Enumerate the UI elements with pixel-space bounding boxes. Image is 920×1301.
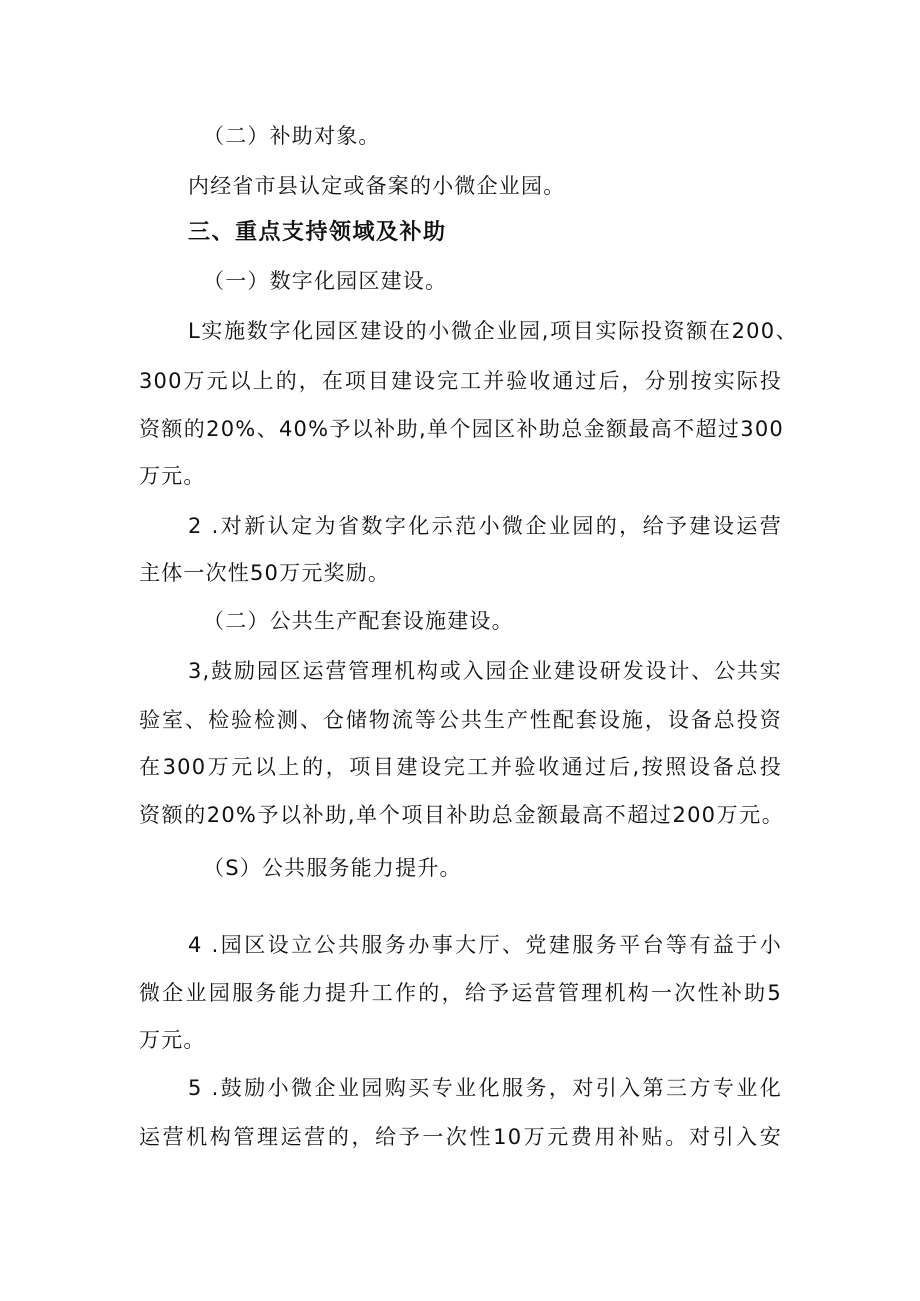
paragraph-line: 5 .鼓励小微企业园购买专业化服务，对引入第三方专业化	[188, 1076, 782, 1100]
paragraph-line: 300万元以上的，在项目建设完工并验收通过后，分别按实际投	[139, 369, 782, 393]
paragraph-line: 内经省市县认定或备案的小微企业园。	[188, 174, 566, 198]
subheading-subsidy-target: （二）补助对象。	[203, 124, 381, 148]
paragraph-line: 在300万元以上的，项目建设完工并验收通过后,按照设备总投	[139, 755, 782, 779]
paragraph-line: 资额的20%予以补助,单个项目补助总金额最高不超过200万元。	[139, 803, 784, 827]
paragraph-line: 万元。	[139, 1028, 206, 1052]
subheading-public-service: （S）公共服务能力提升。	[203, 856, 462, 880]
paragraph-line: 验室、检验检测、仓储物流等公共生产性配套设施，设备总投资	[139, 708, 782, 732]
paragraph-line: 3,鼓励园区运营管理机构或入园企业建设研发设计、公共实	[188, 659, 782, 683]
paragraph-line: L实施数字化园区建设的小微企业园,项目实际投资额在200、	[188, 319, 798, 343]
paragraph-line: 运营机构管理运营的，给予一次性10万元费用补贴。对引入安	[139, 1125, 782, 1149]
subheading-digital-park: （一）数字化园区建设。	[203, 269, 448, 293]
subheading-public-facilities: （二）公共生产配套设施建设。	[203, 609, 514, 633]
section-heading-key-support: 三、重点支持领域及补助	[188, 220, 447, 245]
paragraph-line: 主体一次性50万元奖励。	[139, 561, 391, 585]
paragraph-line: 微企业园服务能力提升工作的，给予运营管理机构一次性补助5	[139, 981, 782, 1005]
paragraph-line: 4 .园区设立公共服务办事大厅、党建服务平台等有益于小	[188, 933, 782, 957]
paragraph-line: 万元。	[139, 464, 206, 488]
paragraph-line: 2 .对新认定为省数字化示范小微企业园的，给予建设运营	[188, 514, 782, 538]
paragraph-line: 资额的20%、40%予以补助,单个园区补助总金额最高不超过300	[139, 417, 784, 441]
